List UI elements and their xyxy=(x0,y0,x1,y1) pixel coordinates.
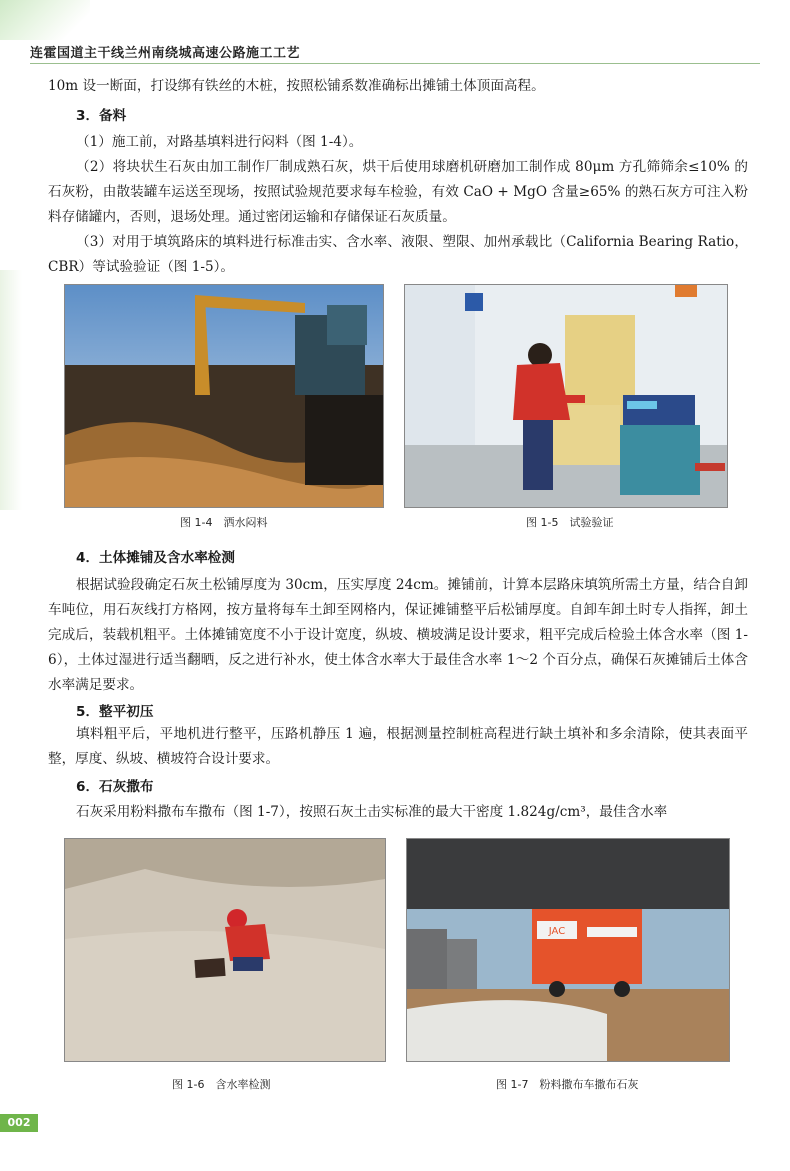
paragraph: （3）对用于填筑路床的填料进行标准击实、含水率、液限、塑限、加州承载比（California Bearing Ratio，CBR）等试验验证（图 1-5）。 xyxy=(48,234,748,275)
figure-caption-1-7: 图 1-7 粉料撒布车撒布石灰 xyxy=(496,1078,639,1091)
section-heading-3: 3．备料 xyxy=(76,108,127,124)
paragraph: （1）施工前，对路基填料进行闷料（图 1-4）。 xyxy=(76,134,363,150)
section-heading-5: 5．整平初压 xyxy=(76,704,154,720)
photo-lime-spreader-truck xyxy=(406,838,730,1062)
corner-decoration xyxy=(0,0,90,40)
figure-caption-1-5: 图 1-5 试验验证 xyxy=(526,516,614,529)
photo-lab-test xyxy=(404,284,728,508)
photo-moisture-check xyxy=(64,838,386,1062)
section-heading-4: 4．土体摊铺及含水率检测 xyxy=(76,550,235,566)
paragraph: 根据试验段确定石灰土松铺厚度为 30cm，压实厚度 24cm。摊铺前，计算本层路床填筑所需土方量，结合自卸车吨位，用石灰线打方格网，按方量将每车土卸至网格内，保证摊铺整平后松铺厚度。自卸车卸土时专人指挥，卸土完成后，装载机粗平。土体摊铺宽度不小于设计宽度，纵坡、横坡满足设计要求，粗平完成后检验土体含水率（图 1-6），土体过湿进行适当翻晒，反之进行补水，使土体含水率大于最佳含水率 1～2 个百分点，确保石灰摊铺后土体含水率满足要求。 xyxy=(48,577,748,693)
section-heading-6: 6．石灰撒布 xyxy=(76,779,154,795)
paragraph: 石灰采用粉料撒布车撒布（图 1-7），按照石灰土击实标准的最大干密度 1.824g/cm³，最佳含水率 xyxy=(76,804,668,820)
paragraph: （2）将块状生石灰由加工制作厂制成熟石灰，烘干后使用球磨机研磨加工制作成 80μm 方孔筛筛余≤10% 的石灰粉，由散装罐车运送至现场，按照试验规范要求每车检验，有效 CaO + MgO 含量≥65% 的熟石灰方可注入粉料存储罐内，否则，退场处理。通过密闭运输和存储保证石灰质量。 xyxy=(48,159,748,225)
margin-decoration xyxy=(0,270,22,510)
figure-caption-1-4: 图 1-4 洒水闷料 xyxy=(180,516,268,529)
truck-logo-text: JAC xyxy=(548,926,566,937)
paragraph: 填料粗平后，平地机进行整平，压路机静压 1 遍，根据测量控制桩高程进行缺土填补和多余清除，使其表面平整，厚度、纵坡、横坡符合设计要求。 xyxy=(48,726,748,767)
figure-caption-1-6: 图 1-6 含水率检测 xyxy=(172,1078,271,1091)
header-divider xyxy=(30,63,760,64)
photo-excavator xyxy=(64,284,384,508)
running-header: 连霍国道主干线兰州南绕城高速公路施工工艺 xyxy=(30,46,301,61)
page-number: 002 xyxy=(0,1114,38,1132)
paragraph: 10m 设一断面，打设绑有铁丝的木桩，按照松铺系数准确标出摊铺土体顶面高程。 xyxy=(48,78,545,94)
